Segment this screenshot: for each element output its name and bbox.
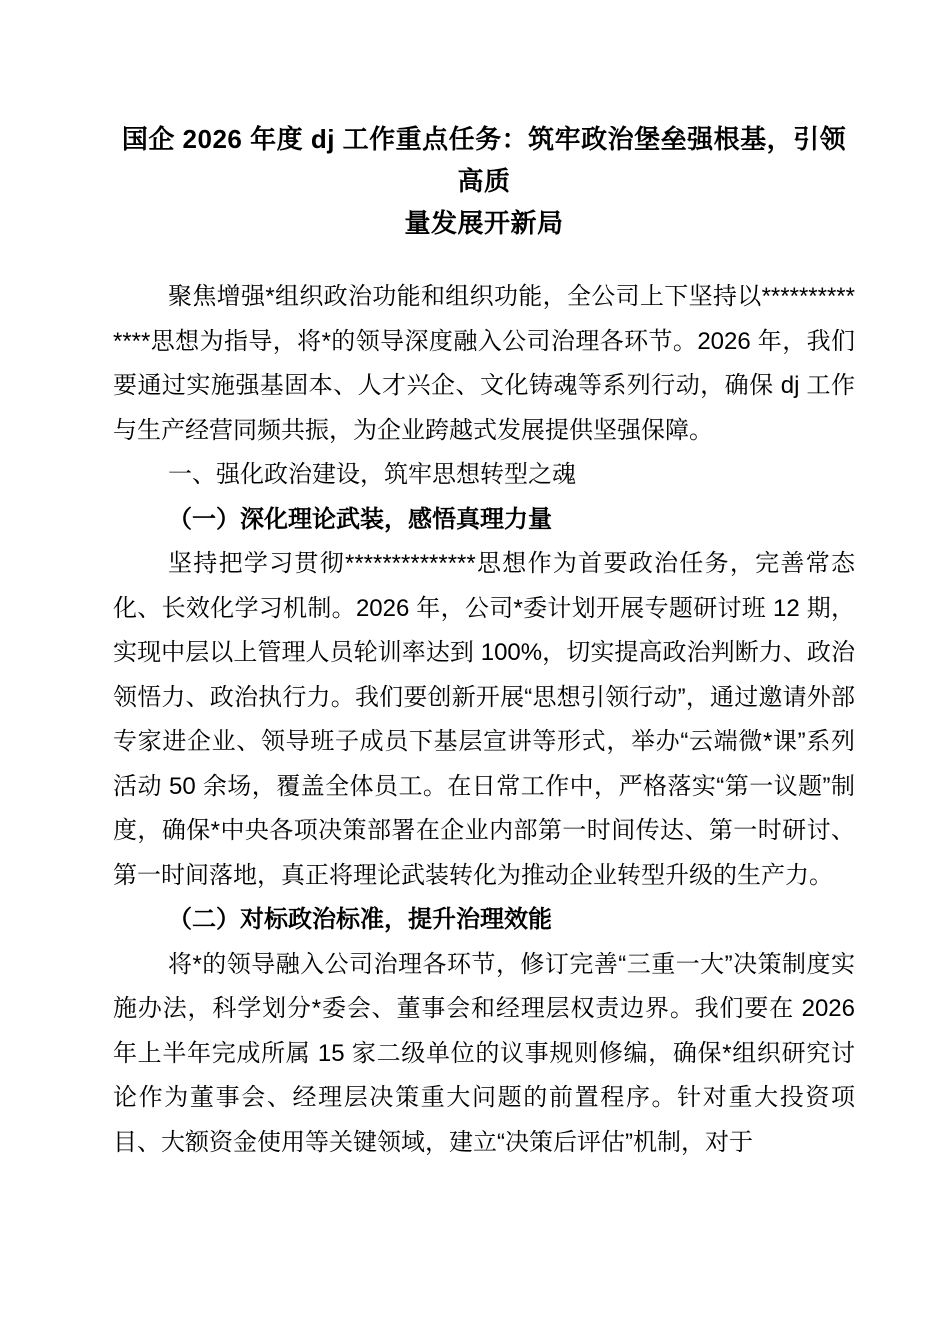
paragraph: 将*的领导融入公司治理各环节，修订完善“三重一大”决策制度实施办法，科学划分*委会、董事会和经理层权责边界。我们要在 2026 年上半年完成所属 15 家二级单位的议事规则修编，确保*组织研究讨论作为董事会、经理层决策重大问题的前置程序。针对重大投资项目、大额资金使用等关键领域，建立“决策后评估”机制，对于 xyxy=(113,950,855,1156)
document-title xyxy=(0,0,950,244)
paragraph: 聚焦增强*组织政治功能和组织功能，全公司上下坚持以**************思想为指导，将*的领导深度融入公司治理各环节。2026 年，我们要通过实施强基固本、人才兴企、文化铸魂等系列行动，确保 dj 工作与生产经营同频共振，为企业跨越式发展提供坚强保障。 xyxy=(113,283,855,444)
document-body xyxy=(0,244,950,1165)
section-heading2: （二）对标政治标准，提升治理效能 xyxy=(168,906,552,933)
section-heading2: （一）深化理论武装，感悟真理力量 xyxy=(168,505,552,533)
section-heading1: 一、强化政治建设，筑牢思想转型之魂 xyxy=(168,461,576,488)
paragraph: 坚持把学习贯彻**************思想作为首要政治任务，完善常态化、长效化学习机制。2026 年，公司*委计划开展专题研讨班 12 期，实现中层以上管理人员轮训率达到 100%，切实提高政治判断力、政治领悟力、政治执行力。我们要创新开展“思想引领行动”，通过邀请外部专家进企业、领导班子成员下基层宣讲等形式，举办“云端微*课”系列活动 50 余场，覆盖全体员工。在日常工作中，严格落实“第一议题”制度，确保*中央各项决策部署在企业内部第一时间传达、第一时研讨、第一时间落地，真正将理论武装转化为推动企业转型升级的生产力。 xyxy=(113,550,855,889)
document-title-line-1: 国企 2026 年度 dj 工作重点任务：筑牢政治堡垒强根基，引领高质 xyxy=(121,124,847,196)
document-title-line-2: 量发展开新局 xyxy=(404,208,564,238)
